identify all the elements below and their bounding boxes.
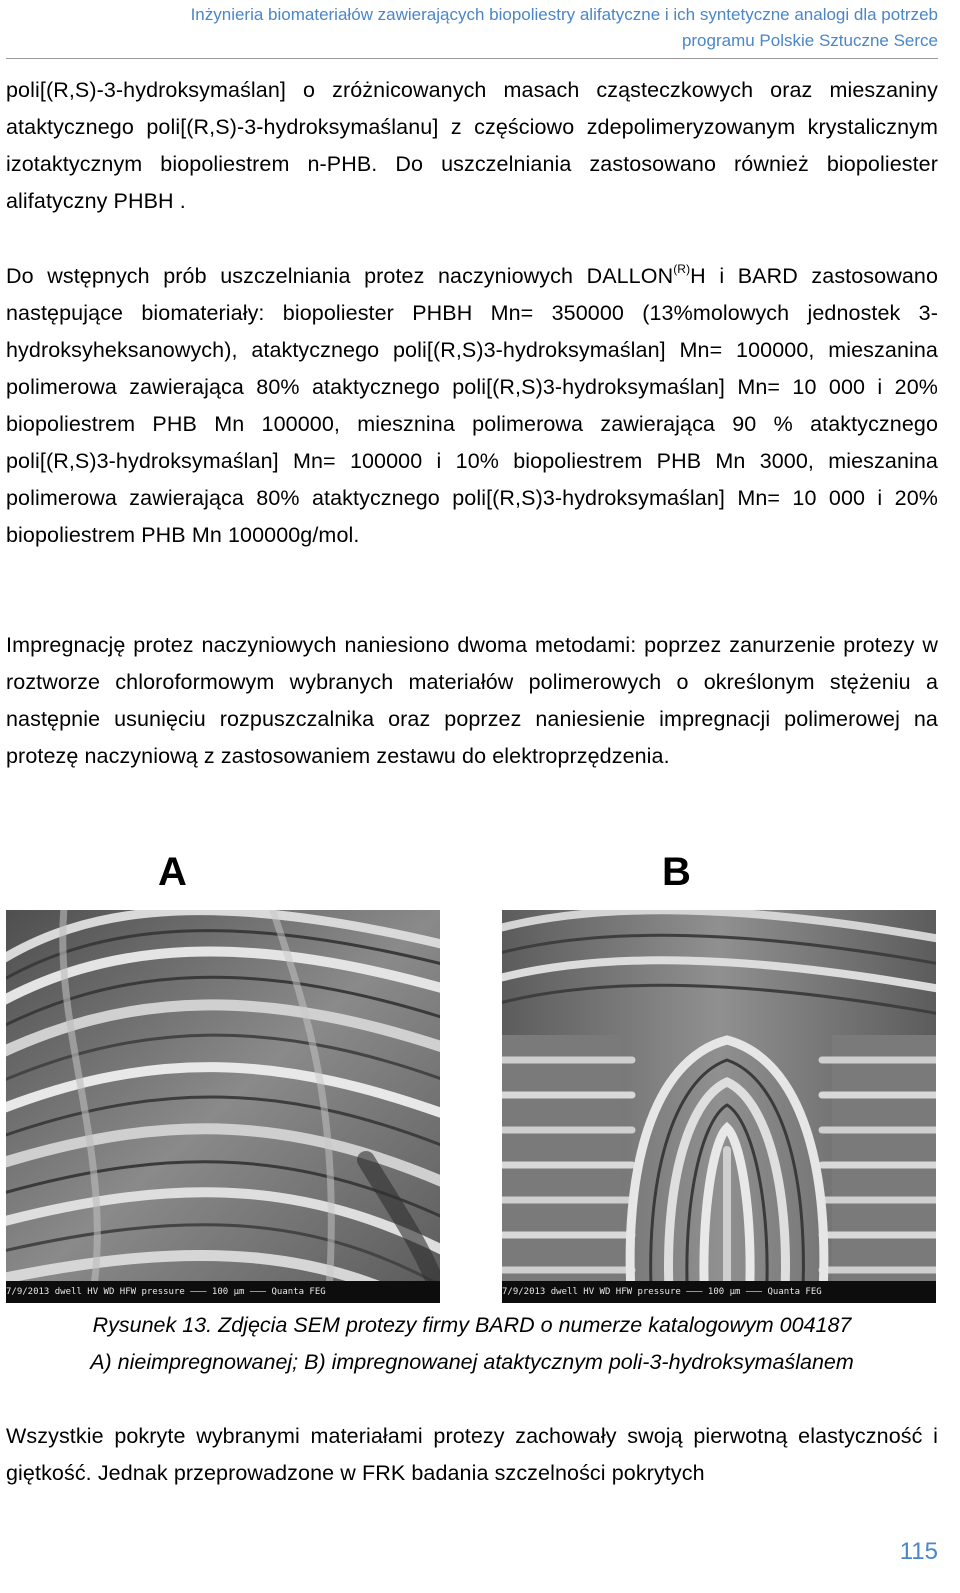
sem-info-bar-b: 7/9/2013 dwell HV WD HFW pressure ——— 100 µm ——— Quanta FEG (502, 1281, 936, 1303)
figure-label-a: A (158, 850, 187, 894)
running-header (38, 2, 938, 54)
sem-image-b (502, 910, 936, 1303)
sem-image-a (6, 910, 440, 1303)
paragraph-3: Impregnację protez naczyniowych naniesiono dwoma metodami: poprzez zanurzenie protezy w roztworze chloroformowym wybranych materiałów polimerowych o określonym stężeniu a następnie usunięciu rozpuszczalnika oraz poprzez naniesienie impregnacji polimerowej na protezę naczyniową z zastosowaniem zestawu do elektroprzędzenia. (6, 633, 938, 768)
sem-image-a-fibers (6, 910, 440, 1303)
running-header-line-2: programu Polskie Sztuczne Serce (681, 31, 938, 50)
sem-info-bar-a: 7/9/2013 dwell HV WD HFW pressure ——— 100 µm ——— Quanta FEG (6, 1281, 440, 1303)
figure-caption-line-1: Rysunek 13. Zdjęcia SEM protezy firmy BARD o numerze katalogowym 004187 (92, 1313, 852, 1337)
paragraph-2-text-end: H i BARD zastosowano następujące biomateriały: biopoliester PHBH Mn= 350000 (13%molowych jednostek 3-hydroksyheksanowych), ataktycznego poli[(R,S)3-hydroksymaślan] Mn= 100000, mieszanina polimerowa zawierająca 80% ataktycznego poli[(R,S)3-hydroksymaślan] Mn= 10 000 i 20% biopoliestrem PHB Mn 100000, miesznina polimerowa zawierająca 90 % ataktycznego poli[(R,S)3-hydroksymaślan] Mn= 100000 i 10% biopoliestrem PHB Mn 3000, mieszanina polimerowa zawierająca 80% ataktycznego poli[(R,S)3-hydroksymaślan] Mn= 10 000 i 20% biopoliestrem PHB Mn 100000g/mol. (6, 264, 939, 547)
header-divider (6, 58, 938, 59)
running-header-line-1: Inżynieria biomateriałów zawierających biopoliestry alifatyczne i ich syntetyczne analogi dla potrzeb (190, 5, 938, 24)
paragraph-2 (6, 258, 938, 554)
figure-caption-line-2: A) nieimpregnowanej; B) impregnowanej ataktycznym poli-3-hydroksymaślanem (90, 1350, 854, 1374)
page-number: 115 (899, 1538, 938, 1565)
paragraph-4: Wszystkie pokryte wybranymi materiałami protezy zachowały swoją pierwotną elastyczność i giętkość. Jednak przeprowadzone w FRK badania szczelności pokrytych (6, 1424, 938, 1485)
sem-image-b-fibers (502, 910, 936, 1303)
registered-superscript: (R) (673, 262, 691, 276)
figure-label-b: B (662, 850, 691, 894)
paragraph-2-text-start: Do wstępnych prób uszczelniania protez naczyniowych DALLON (6, 264, 674, 288)
paragraph-1: poli[(R,S)-3-hydroksymaślan] o zróżnicowanych masach cząsteczkowych oraz mieszaniny ataktycznego poli[(R,S)-3-hydroksymaślanu] z częściowo zdepolimeryzowanym krystalicznym izotaktycznym biopoliestrem n-PHB. Do uszczelniania zastosowano również biopoliester alifatyczny PHBH . (6, 78, 938, 213)
